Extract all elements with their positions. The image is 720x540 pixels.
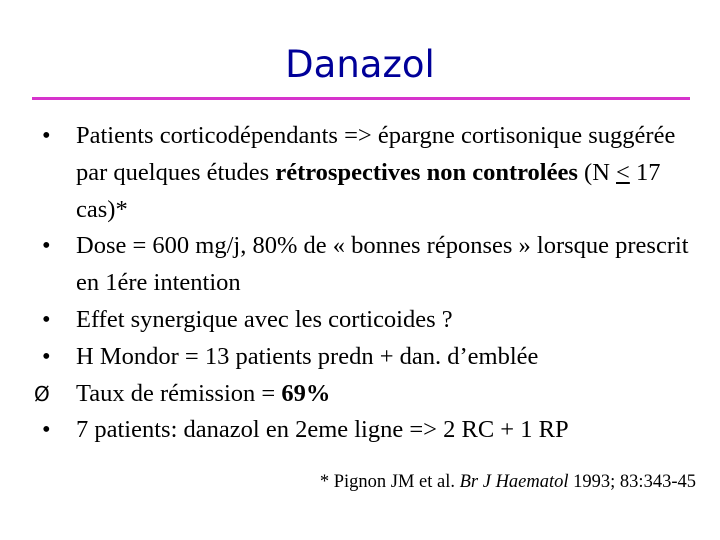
bullet-text-bold: rétrospectives non controlées bbox=[275, 158, 578, 186]
less-equal-symbol: < bbox=[616, 158, 630, 186]
arrow-bullet-icon: Ø bbox=[34, 381, 50, 406]
citation-journal: Br J Haematol bbox=[459, 472, 569, 492]
bullet-text: Dose = 600 mg/j, 80% de « bonnes réponses » lorsque prescrit en 1ére intention bbox=[76, 232, 689, 297]
title-divider bbox=[32, 97, 690, 100]
bullet-list bbox=[34, 118, 710, 449]
citation-details: 1993; 83:343-45 bbox=[568, 472, 696, 492]
bullet-item-corticodependants bbox=[40, 118, 710, 228]
slide-title: Danazol bbox=[285, 43, 435, 86]
bullet-text-part: Patients corticodépendants => épargne cortisonique suggérée par quelques études bbox=[76, 122, 676, 186]
bullet-text-part: Taux de rémission = bbox=[76, 379, 282, 407]
bullet-text: Effet synergique avec les corticoides ? bbox=[76, 305, 453, 333]
bullet-dot-icon: • bbox=[42, 416, 51, 444]
reference-citation bbox=[320, 472, 696, 493]
bullet-item-dose bbox=[40, 228, 710, 302]
bullet-dot-icon: • bbox=[42, 342, 51, 370]
bullet-item-taux-remission bbox=[34, 376, 710, 413]
bullet-text: 7 patients: danazol en 2eme ligne => 2 RC + 1 RP bbox=[76, 416, 569, 444]
bullet-item-h-mondor bbox=[40, 339, 710, 376]
bullet-dot-icon: • bbox=[42, 122, 51, 149]
bullet-text-part: 17 cas)* bbox=[76, 158, 661, 223]
bullet-item-effet-synergique bbox=[40, 302, 710, 339]
bullet-dot-icon: • bbox=[42, 232, 51, 260]
bullet-text bbox=[76, 122, 675, 223]
bullet-item-2eme-ligne bbox=[40, 412, 710, 449]
bullet-text bbox=[76, 380, 330, 407]
bullet-dot-icon: • bbox=[42, 305, 51, 333]
bullet-text: H Mondor = 13 patients predn + dan. d’emblée bbox=[76, 342, 539, 370]
remission-rate-value: 69% bbox=[281, 379, 331, 407]
bullet-text-part: (N bbox=[577, 158, 617, 186]
citation-authors: * Pignon JM et al. bbox=[319, 472, 460, 492]
